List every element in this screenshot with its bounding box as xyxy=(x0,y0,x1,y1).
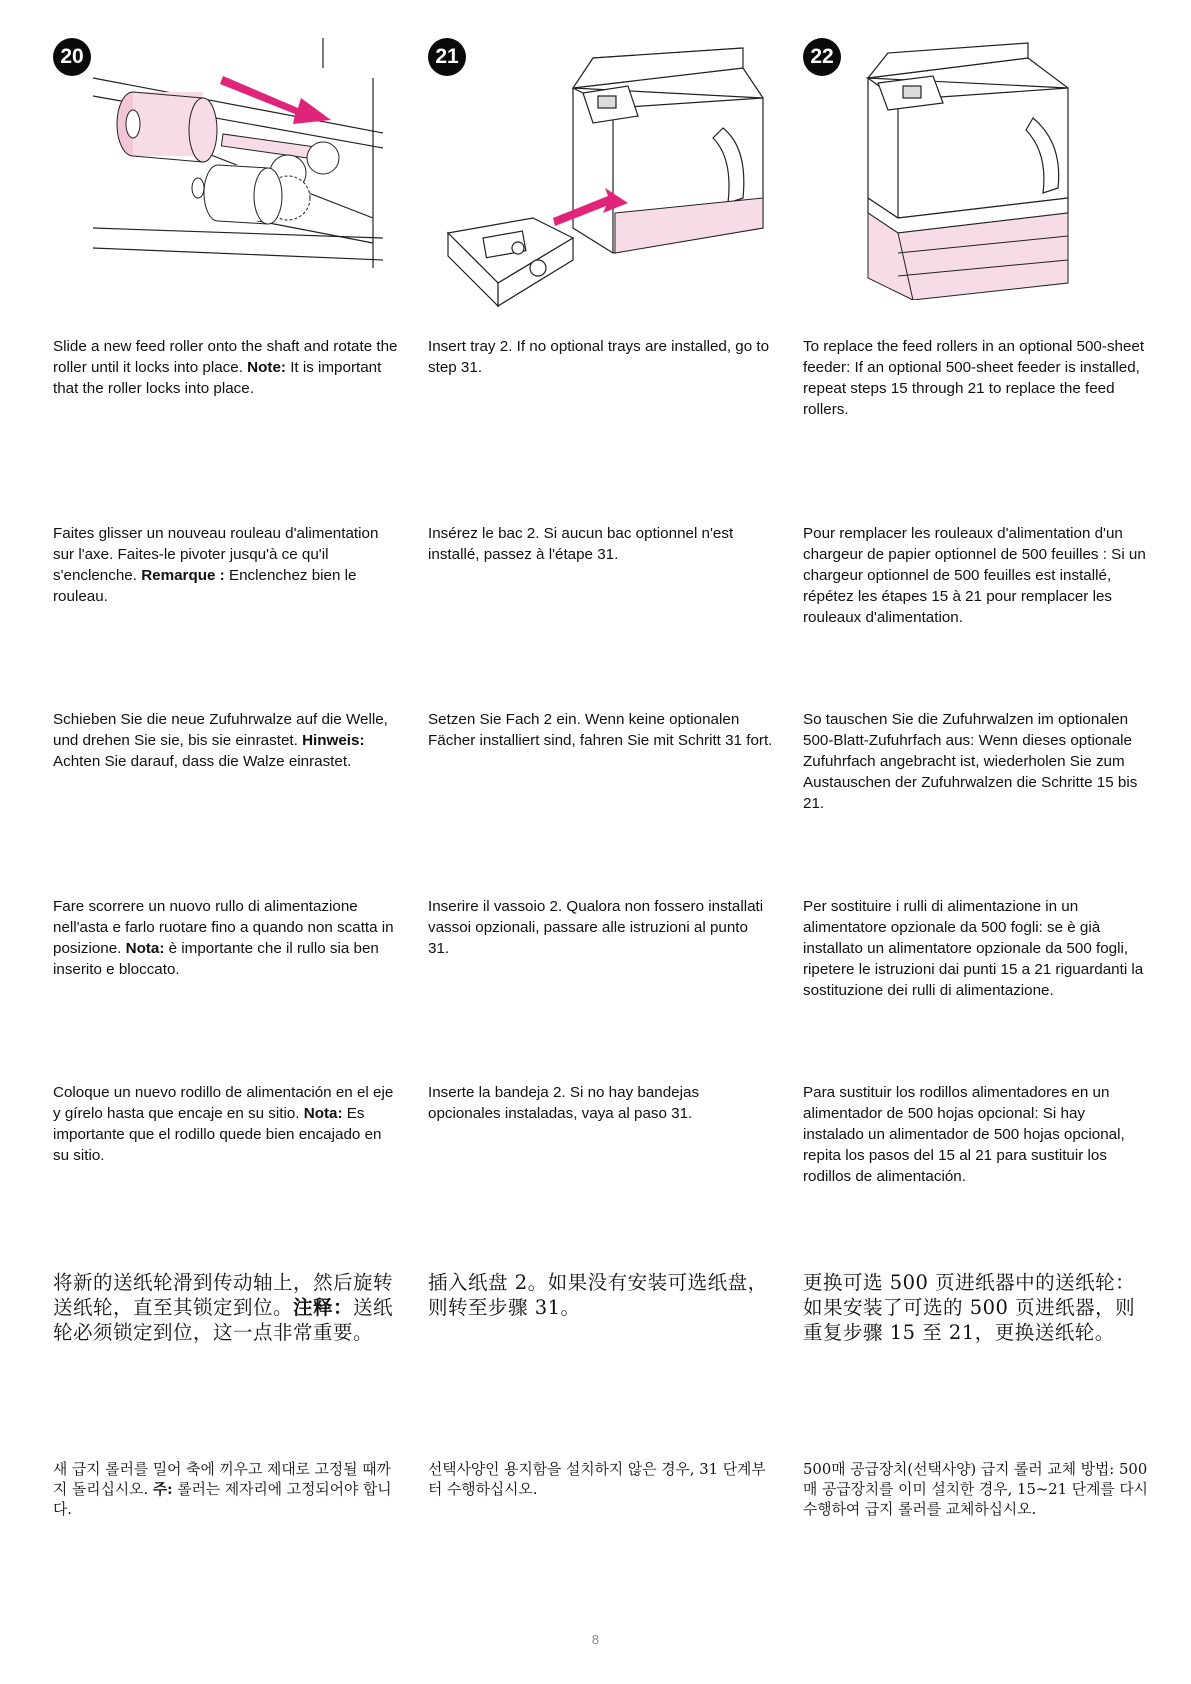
instruction-fr: Pour remplacer les rouleaux d'alimentation d'un chargeur de papier optionnel de 500 feuilles : Si un chargeur optionnel de 500 feuilles est installé, répétez les étapes 15 à 21 pour remplacer les rouleaux d'alimentation. xyxy=(803,525,1146,626)
instruction-ko: 새 급지 롤러를 밀어 축에 끼우고 제대로 고정될 때까지 돌리십시오. 주: 롤러는 제자리에 고정되어야 합니다. xyxy=(53,1461,392,1518)
instruction-fr: Faites glisser un nouveau rouleau d'alimentation sur l'axe. Faites-le pivoter jusqu'à ce qu'il s'enclenche. Remarque : Enclenchez bien le rouleau. xyxy=(53,525,379,605)
printer-with-feeder-illustration xyxy=(858,38,1098,300)
step-number-badge: 22 xyxy=(803,38,841,76)
feed-roller-illustration xyxy=(73,38,393,268)
instruction-zh: 更换可选 500 页进纸器中的送纸轮：如果安装了可选的 500 页进纸器，则重复步骤 15 至 21，更换送纸轮。 xyxy=(803,1271,1136,1344)
instruction-it: Per sostituire i rulli di alimentazione in un alimentatore opzionale da 500 fogli: se è già installato un alimentatore opzionale da 500 fogli, ripetere le istruzioni dai punti 15 a 21 riguardanti la sostituzione dei rulli di alimentazione. xyxy=(803,898,1144,999)
instruction-ko: 선택사양인 용지함을 설치하지 않은 경우, 31 단계부터 수행하십시오. xyxy=(428,1461,766,1498)
instruction-fr: Insérez le bac 2. Si aucun bac optionnel n'est installé, passez à l'étape 31. xyxy=(428,525,734,563)
instruction-es: Para sustituir los rodillos alimentadores en un alimentador de 500 hojas opcional: Si hay instalado un alimentador de 500 hojas opcional, repita los pasos del 15 al 21 para sustituir los rodillos de alimentación. xyxy=(803,1084,1125,1185)
instruction-de: So tauschen Sie die Zufuhrwalzen im optionalen 500-Blatt-Zufuhrfach aus: Wenn dieses optionale Zufuhrfach angebracht ist, wiederholen Sie zum Austauschen der Zufuhrwalzen die Schritte 15 bis 21. xyxy=(803,711,1138,812)
instruction-en: Insert tray 2. If no optional trays are installed, go to step 31. xyxy=(428,338,770,376)
insert-tray-illustration xyxy=(443,38,768,308)
instruction-zh: 将新的送纸轮滑到传动轴上，然后旋转送纸轮，直至其锁定到位。注释：送纸轮必须锁定到位，这一点非常重要。 xyxy=(53,1271,394,1344)
instruction-en: To replace the feed rollers in an optional 500-sheet feeder: If an optional 500-sheet feeder is installed, repeat steps 15 through 21 to replace the feed rollers. xyxy=(803,338,1145,418)
instruction-it: Inserire il vassoio 2. Qualora non fossero installati vassoi opzionali, passare alle istruzioni al punto 31. xyxy=(428,898,764,957)
instruction-ko: 500매 공급장치(선택사양) 급지 롤러 교체 방법: 500매 공급장치를 이미 설치한 경우, 15~21 단계를 다시 수행하여 급지 롤러를 교체하십시오. xyxy=(803,1461,1148,1518)
instruction-de: Schieben Sie die neue Zufuhrwalze auf die Welle, und drehen Sie sie, bis sie einrastet. Hinweis: Achten Sie darauf, dass die Walze einrastet. xyxy=(53,711,388,770)
instruction-de: Setzen Sie Fach 2 ein. Wenn keine optionalen Fächer installiert sind, fahren Sie mit Schritt 31 fort. xyxy=(428,711,773,749)
step-number-badge: 20 xyxy=(53,38,91,76)
page-number: 8 xyxy=(591,1632,600,1647)
instruction-it: Fare scorrere un nuovo rullo di alimentazione nell'asta e farlo ruotare fino a quando non scatta in posizione. Nota: è importante che il rullo sia ben inserito e bloccato. xyxy=(53,898,394,978)
step-number-badge: 21 xyxy=(428,38,466,76)
instruction-es: Coloque un nuevo rodillo de alimentación en el eje y gírelo hasta que encaje en su sitio. Nota: Es importante que el rodillo quede bien encajado en su sitio. xyxy=(53,1084,394,1164)
instruction-en: Slide a new feed roller onto the shaft and rotate the roller until it locks into place. Note: It is important that the roller locks into place. xyxy=(53,338,398,397)
instruction-es: Inserte la bandeja 2. Si no hay bandejas opcionales instaladas, vaya al paso 31. xyxy=(428,1084,700,1122)
instruction-zh: 插入纸盘 2。如果没有安装可选纸盘，则转至步骤 31。 xyxy=(428,1271,768,1319)
